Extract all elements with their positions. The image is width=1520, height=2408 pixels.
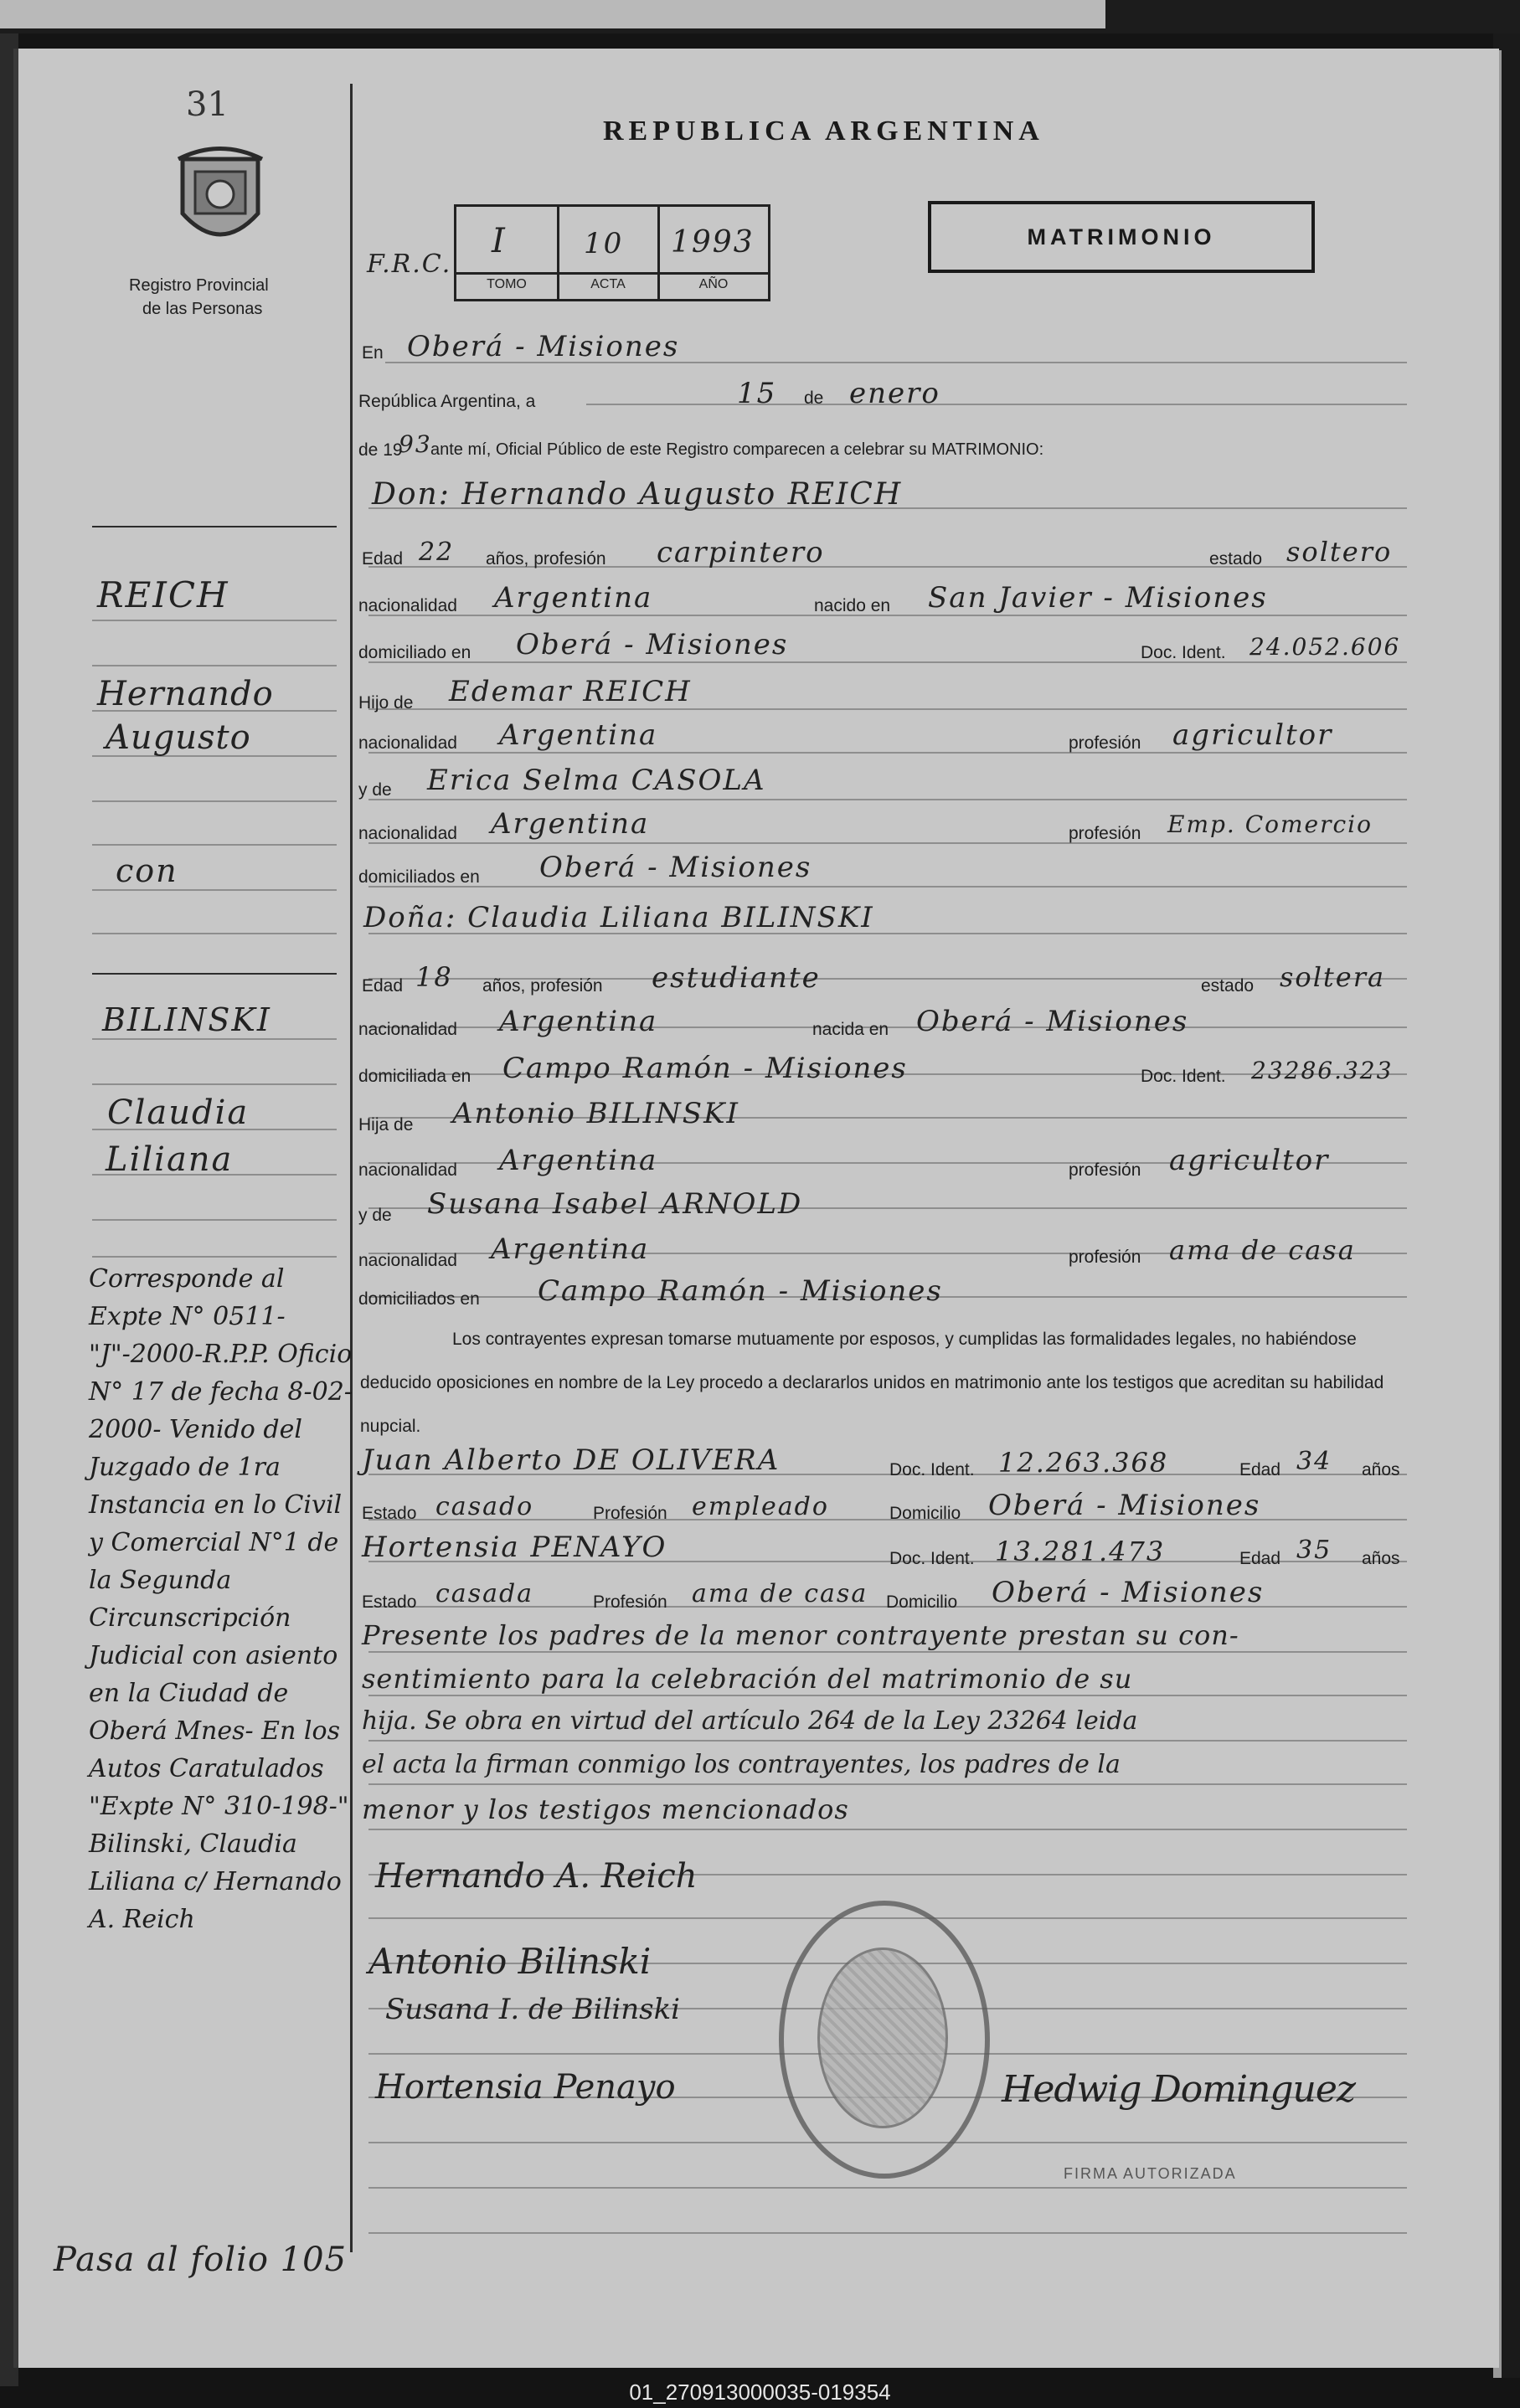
witness1-name: Juan Alberto DE OLIVERA — [362, 1443, 781, 1477]
bride-birthplace: Oberá - Misiones — [916, 1005, 1189, 1038]
groom-mother-prof-label: profesión — [1069, 824, 1141, 843]
anio-value: 1993 — [671, 225, 755, 260]
witness2-doc: 13.281.473 — [995, 1536, 1166, 1567]
groom-father-nationality: Argentina — [499, 718, 658, 752]
groom-hijo-label: Hijo de — [358, 693, 414, 713]
registry-name-line2: de las Personas — [142, 300, 263, 318]
en-label: En — [362, 343, 384, 363]
groom-mother-nac-label: nacionalidad — [358, 824, 457, 843]
bride-anos-prof-label: años, profesión — [482, 976, 603, 996]
notes-line1: Presente los padres de la menor contrayente prestan su con- — [362, 1619, 1239, 1651]
witness2-profession: ama de casa — [692, 1579, 868, 1608]
groom-doc: 24.052.606 — [1249, 633, 1401, 661]
groom-birthplace: San Javier - Misiones — [928, 581, 1268, 615]
bride-mother: Susana Isabel ARNOLD — [427, 1187, 803, 1221]
bride-nacida-label: nacida en — [812, 1020, 889, 1039]
bride-doc: 23286.323 — [1251, 1057, 1394, 1084]
bride-parents-domicile: Campo Ramón - Misiones — [538, 1274, 943, 1308]
de-label: de — [804, 388, 824, 408]
witness2-name: Hortensia PENAYO — [362, 1531, 667, 1564]
witness1-dom-label: Domicilio — [889, 1504, 961, 1523]
bride-edad-label: Edad — [362, 976, 404, 996]
groom-mother-profession: Emp. Comercio — [1167, 810, 1373, 838]
groom-father-prof-label: profesión — [1069, 733, 1141, 753]
groom-anos-prof-label: años, profesión — [486, 549, 606, 569]
bride-mother-prof-label: profesión — [1069, 1248, 1141, 1267]
year-prefix: de 19 — [358, 440, 403, 460]
intro-text: ante mí, Oficial Público de este Registro comparecen a celebrar su MATRIMONIO: — [430, 440, 1044, 459]
notes-line3: hija. Se obra en virtud del artículo 264 de la Ley 23264 leida — [362, 1706, 1138, 1736]
margin-surname-bride: BILINSKI — [102, 1001, 271, 1038]
anio-label: AÑO — [698, 277, 729, 291]
witness1-anos-label: años — [1362, 1460, 1400, 1479]
scan-caption: 01_270913000035-019354 — [629, 2380, 891, 2405]
groom-full-name: Don: Hernando Augusto REICH — [372, 477, 903, 512]
groom-dom-label: domiciliado en — [358, 643, 471, 662]
groom-father-nac-label: nacionalidad — [358, 733, 457, 753]
groom-age: 22 — [419, 538, 455, 567]
day-value: 15 — [737, 377, 777, 410]
groom-parents-dom-label: domiciliados en — [358, 867, 480, 887]
signature-official: Hedwig Dominguez — [1002, 2068, 1356, 2111]
bride-status: soltera — [1280, 961, 1386, 993]
groom-father-profession: agricultor — [1172, 718, 1333, 752]
frc-prefix: F.R.C. — [367, 250, 452, 279]
margin-con: con — [116, 852, 178, 889]
groom-nacido-label: nacido en — [814, 596, 891, 615]
margin-names-bride-2: Liliana — [106, 1140, 234, 1179]
bride-age: 18 — [415, 961, 453, 993]
acta-value: 10 — [584, 227, 624, 260]
witness1-domicile: Oberá - Misiones — [988, 1489, 1261, 1522]
bride-doc-label: Doc. Ident. — [1141, 1067, 1226, 1086]
groom-status: soltero — [1286, 536, 1393, 568]
year-suffix: 93 — [399, 430, 432, 458]
signature-groom: Hernando A. Reich — [375, 1857, 698, 1896]
bride-estado-label: estado — [1201, 976, 1255, 996]
bride-dom-label: domiciliada en — [358, 1067, 471, 1086]
previous-page-edge — [0, 0, 1105, 28]
signature-father: Antonio Bilinski — [368, 1941, 652, 1982]
witness1-status: casado — [435, 1492, 534, 1521]
notes-line2: sentimiento para la celebración del matrimonio de su — [362, 1663, 1133, 1695]
witness2-status: casada — [435, 1579, 534, 1608]
groom-mother-nationality: Argentina — [491, 807, 650, 841]
republica-label: República Argentina, a — [358, 392, 536, 411]
groom-doc-label: Doc. Ident. — [1141, 643, 1226, 662]
scan-top-border — [0, 0, 1520, 33]
margin-surname-groom: REICH — [97, 574, 229, 615]
notes-line5: menor y los testigos mencionados — [362, 1793, 849, 1825]
official-caption: FIRMA AUTORIZADA — [1064, 2165, 1237, 2182]
bride-father-nationality: Argentina — [499, 1144, 658, 1177]
groom-nac-label: nacionalidad — [358, 596, 457, 615]
witness2-doc-label: Doc. Ident. — [889, 1549, 975, 1568]
groom-domicile: Oberá - Misiones — [516, 628, 789, 661]
bride-parents-dom-label: domiciliados en — [358, 1289, 480, 1309]
bride-hija-label: Hija de — [358, 1115, 414, 1135]
bride-profession: estudiante — [652, 961, 821, 995]
bride-nac-label: nacionalidad — [358, 1020, 457, 1039]
bride-mother-profession: ama de casa — [1169, 1234, 1356, 1266]
declaration-text: Los contrayentes expresan tomarse mutuamente por esposos, y cumplidas las formalidades legales, no habiéndose deducido oposiciones en nombre de la Ley procedo a declararlos unidos en matrimonio ante los testigos que acreditan su habilidad nupcial. — [360, 1330, 1384, 1436]
witness2-anos-label: años — [1362, 1549, 1400, 1568]
witness1-doc-label: Doc. Ident. — [889, 1460, 975, 1479]
witness2-domicile: Oberá - Misiones — [992, 1576, 1265, 1609]
act-type-box: MATRIMONIO — [928, 201, 1315, 273]
notes-line4: el acta la firman conmigo los contrayentes, los padres de la — [362, 1750, 1121, 1779]
witness2-prof-label: Profesión — [593, 1592, 667, 1612]
registry-name-line1: Registro Provincial — [129, 276, 269, 295]
witness1-estado-label: Estado — [362, 1504, 417, 1523]
bride-domicile: Campo Ramón - Misiones — [502, 1052, 908, 1085]
groom-profession: carpintero — [657, 536, 825, 569]
margin-pasa-folio: Pasa al folio 105 — [54, 2241, 348, 2279]
groom-mother: Erica Selma CASOLA — [427, 764, 766, 797]
witness1-prof-label: Profesión — [593, 1504, 667, 1523]
acta-label: ACTA — [590, 277, 626, 291]
groom-estado-label: estado — [1209, 549, 1263, 569]
margin-names-groom-2: Augusto — [106, 718, 251, 757]
tomo-value: I — [492, 222, 507, 260]
tomo-label: TOMO — [487, 277, 527, 291]
margin-names-groom-1: Hernando — [97, 675, 274, 713]
official-seal-icon — [779, 1901, 990, 2179]
bride-mother-nationality: Argentina — [491, 1232, 650, 1266]
coat-of-arms-icon — [166, 142, 275, 260]
month-value: enero — [849, 377, 940, 410]
witness1-profession: empleado — [692, 1492, 829, 1521]
signature-mother: Susana I. de Bilinski — [385, 1993, 681, 2026]
bride-yde-label: y de — [358, 1206, 392, 1225]
page-number: 31 — [186, 85, 229, 124]
bride-mother-nac-label: nacionalidad — [358, 1251, 457, 1270]
witness2-dom-label: Domicilio — [886, 1592, 958, 1612]
witness2-edad-label: Edad — [1239, 1549, 1281, 1568]
bride-nationality: Argentina — [499, 1005, 658, 1038]
bride-full-name: Doña: Claudia Liliana BILINSKI — [363, 901, 874, 934]
witness1-doc: 12.263.368 — [998, 1447, 1169, 1479]
witness2-age: 35 — [1296, 1536, 1332, 1565]
groom-nationality: Argentina — [494, 581, 653, 615]
bride-father-nac-label: nacionalidad — [358, 1160, 457, 1180]
signature-witness: Hortensia Penayo — [375, 2068, 676, 2107]
witness1-age: 34 — [1296, 1447, 1332, 1476]
bride-father: Antonio BILINSKI — [452, 1097, 739, 1130]
margin-names-bride-1: Claudia — [107, 1093, 250, 1132]
groom-edad-label: Edad — [362, 549, 404, 569]
place-value: Oberá - Misiones — [407, 330, 680, 363]
groom-yde-label: y de — [358, 780, 392, 800]
witness1-edad-label: Edad — [1239, 1460, 1281, 1479]
bride-father-prof-label: profesión — [1069, 1160, 1141, 1180]
groom-father: Edemar REICH — [449, 675, 692, 708]
frc-box — [454, 204, 770, 301]
country-title: REPUBLICA ARGENTINA — [603, 116, 1044, 147]
margin-annotation: Corresponde al Expte N° 0511- "J"-2000-R.P.P. Oficio N° 17 de fecha 8-02-2000- Venido del Juzgado de 1ra Instancia en lo Civil y Comercial N°1 de la Segunda Circunscripción Judicial con asiento en la Ciudad de Oberá Mnes- En los Autos Caratulados "Expte N° 310-198-" Bilinski, Claudia Liliana c/ Hernando A. Reich — [89, 1264, 353, 1934]
witness2-estado-label: Estado — [362, 1592, 417, 1612]
bride-father-profession: agricultor — [1169, 1144, 1330, 1177]
groom-parents-domicile: Oberá - Misiones — [539, 851, 812, 884]
